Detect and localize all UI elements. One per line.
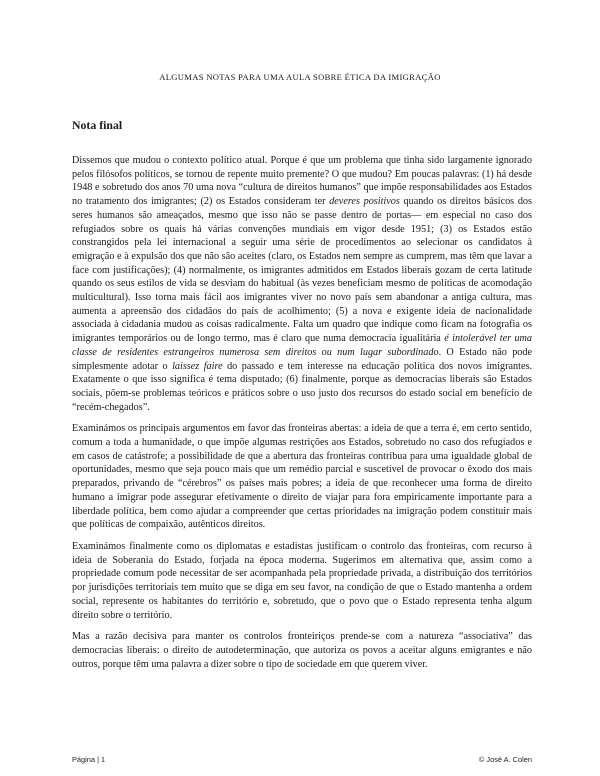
author-copyright: © José A. Colen bbox=[478, 755, 532, 764]
text-segment: quando os direitos básicos dos seres humanos são ameaçados, mesmo que isso não se passe dentro de portas— em especial no caso dos refugiados sobre os quais há várias convenções mundiais em vigor desde 1951; (3) os Estados estão constrangidos pela lei internacional a seguir uma série de procedimentos ao selecionar os candidatos à emigração e à expulsão dos que não são aceites (claro, os Estados nem sempre as cumprem, mas têm que lavar a face com justificações); (4) normalmente, os imigrantes admitidos em Estados liberais gozam de certa latitude quando os seus estilos de vida se desviam do habitual (às vezes beneficiam mesmo de políticas de acomodação multicultural). Isso torna mais fácil aos imigrantes viver no novo país sem abandonar a antiga cultura, mas aumenta a apreensão dos cidadãos do país de acolhimento; (5) a nova e exigente ideia de nacionalidade associada à cidadania mudou as coisas radicalmente. Falta um quadro que indique como ficam na fotografia os imigrantes temporários ou de longo termo, mas é claro que numa democracia igualitária bbox=[72, 196, 532, 345]
italic-segment: deveres positivos bbox=[329, 196, 400, 208]
text-segment: do passado e tem interesse na educação política dos novos imigrantes. Exatamente o que isso significa é tema disputado; (6) finalmente, porque as democracias liberais são Estados sociais, põem-se problemas teóricos e práticos sobre o uso justo dos recursos do estado social em benefício de “recém-chegados”. bbox=[72, 360, 532, 413]
text-segment: Dissemos que mudou o contexto político atual. Porque é que um problema que tinha sido largamente ignorado pelos filósofos políticos, se tornou de repente muito premente? O que mudou? Em poucas palavras: (1) há desde 1948 e sobretudo dos anos 70 uma nova “cultura de direitos humanos” que impõe responsabilidades aos Estados no tratamento dos imigrantes; (2) os Estados consideram ter bbox=[72, 155, 532, 208]
paragraph bbox=[72, 540, 532, 622]
italic-segment: é intolerável ter uma classe de residentes estrangeiros numerosa sem direitos ou num lugar subordinado bbox=[72, 333, 533, 358]
body-text bbox=[72, 154, 532, 679]
paragraph bbox=[72, 154, 532, 414]
text-segment: Examinámos finalmente como os diplomatas e estadistas justificam o controlo das fronteiras, com recurso à ideia de Soberania do Estado, forjada na época moderna. Sugerimos em alternativa que, assim como a propriedade comum pode necessitar de ser acompanhada pela propriedade privada, a distribuição dos territórios por jurisdições territoriais tem muito que se diga em seu favor, na condição de que o Estado mantenha a ordem social, represente os habitantes do território e, sobretudo, que o povo que o Estado representa tenha algum direito sobre o território. bbox=[72, 540, 532, 621]
paragraph bbox=[72, 630, 532, 671]
text-segment: Examinámos os principais argumentos em favor das fronteiras abertas: a ideia de que a terra é, em certo sentido, comum a toda a humanidade, o que impõe algumas restrições aos Estados, sobretudo no caso dos refugiados e em casos de catástrofe; a possibilidade de que a abertura das fronteiras contribua para uma igualdade global de oportunidades, mesmo que seja pouco mais que um remédio parcial e suscetível de provocar o êxodo dos mais preparados, privando de “cérebros” os países mais pobres; a ideia de que reconhecer uma forma de direito humano a imigrar pode assegurar efetivamente o direito de viajar para fora empiricamente importante para a liberdade política, bem como ajudar a compreender que certas prioridades na imigração podem constituir mais que políticas de compaixão, autênticos direitos. bbox=[72, 423, 532, 531]
running-title: ALGUMAS NOTAS PARA UMA AULA SOBRE ÉTICA DA IMIGRAÇÃO bbox=[159, 72, 441, 82]
paragraph bbox=[72, 422, 532, 532]
text-segment: Mas a razão decisiva para manter os controlos fronteiriços prende-se com a natureza “associativa” das democracias liberais: o direito de autodeterminação, que autoriza os povos a aceitar alguns emigrantes e não outros, porque têm uma palavra a dizer sobre o tipo de sociedade em que querem viver. bbox=[72, 631, 532, 670]
italic-segment: laissez faire bbox=[172, 360, 223, 372]
text-segment: . O Estado não pode simplesmente adotar o bbox=[72, 346, 532, 372]
page-number: Página | 1 bbox=[72, 755, 106, 764]
section-title: Nota final bbox=[72, 118, 123, 132]
